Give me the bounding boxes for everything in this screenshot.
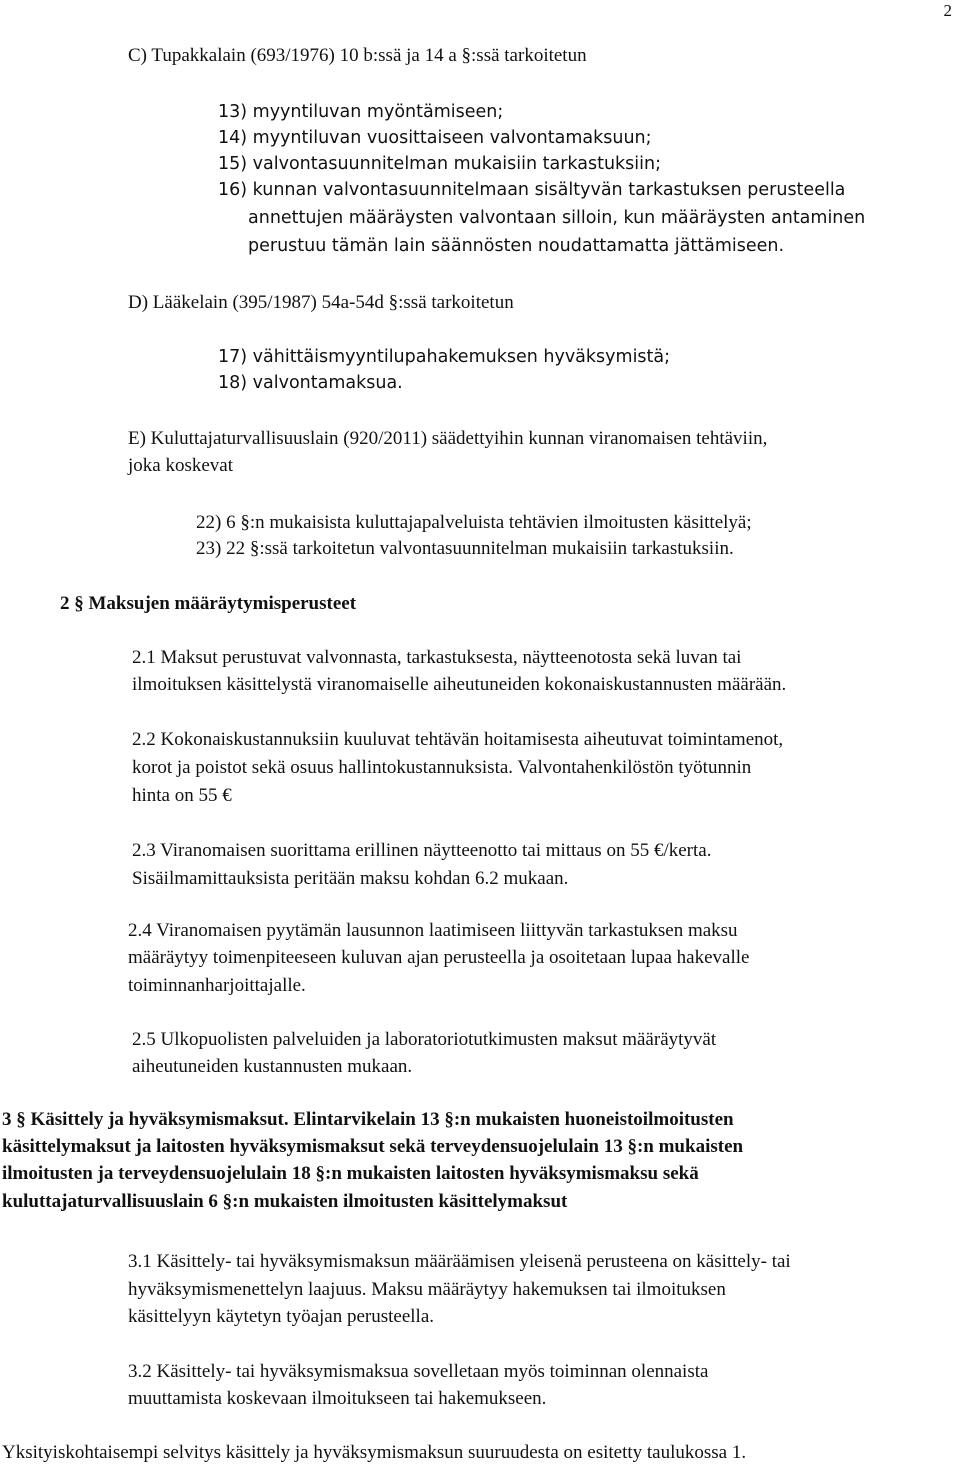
list-item-continuation: perustuu tämän lain säännösten noudattamatta jättämiseen. [248,236,785,256]
list-item: 15) valvontasuunnitelman mukaisiin tarkastuksiin; [218,154,662,174]
section-3-heading-continuation: kuluttajaturvallisuuslain 6 §:n mukaisten ilmoitusten käsittelymaksut [2,1191,568,1212]
list-item-continuation: annettujen määräysten valvontaan silloin, kun määräysten antaminen [248,208,866,228]
section-3-heading-continuation: ilmoitusten ja terveydensuojelulain 18 §:n mukaisten laitosten hyväksymismaksu sekä [2,1163,699,1184]
list-item: 16) kunnan valvontasuunnitelmaan sisältyvän tarkastuksen perusteella [218,180,846,200]
paragraph-3-2: muuttamista koskevaan ilmoitukseen tai hakemukseen. [128,1388,547,1409]
paragraph-2-2: hinta on 55 € [132,785,232,806]
section-e-heading: E) Kuluttajaturvallisuuslain (920/2011) säädettyihin kunnan viranomaisen tehtäviin, [128,428,768,449]
paragraph-2-4: toiminnanharjoittajalle. [128,975,306,996]
section-e-heading-continuation: joka koskevat [128,455,234,476]
list-item: 13) myyntiluvan myöntämiseen; [218,102,504,122]
paragraph-2-3: Sisäilmamittauksista peritään maksu kohdan 6.2 mukaan. [132,868,569,889]
paragraph-2-2: korot ja poistot sekä osuus hallintokustannuksista. Valvontahenkilöstön työtunnin [132,757,752,778]
list-item: 23) 22 §:ssä tarkoitetun valvontasuunnitelman mukaisiin tarkastuksiin. [196,538,734,559]
paragraph-2-3: 2.3 Viranomaisen suorittama erillinen näytteenotto tai mittaus on 55 €/kerta. [132,840,712,861]
paragraph-3-1: 3.1 Käsittely- tai hyväksymismaksun määräämisen yleisenä perusteena on käsittely- tai [128,1251,791,1272]
list-item: 17) vähittäismyyntilupahakemuksen hyväksymistä; [218,347,671,367]
paragraph-2-4: määräytyy toimenpiteeseen kuluvan ajan perusteella ja osoitetaan lupaa hakevalle [128,947,750,968]
section-2-heading: 2 § Maksujen määräytymisperusteet [60,593,357,614]
section-3-heading-continuation: käsittelymaksut ja laitosten hyväksymismaksut sekä terveydensuojelulain 13 §:n mukaisten [2,1136,744,1157]
paragraph-3-2: 3.2 Käsittely- tai hyväksymismaksua sovelletaan myös toiminnan olennaista [128,1361,709,1382]
paragraph-3-1: käsittelyyn käytetyn työajan perusteella. [128,1306,435,1327]
paragraph-2-5: 2.5 Ulkopuolisten palveluiden ja laboratoriotutkimusten maksut määräytyvät [132,1029,717,1050]
paragraph-3-1: hyväksymismenettelyn laajuus. Maksu määräytyy hakemuksen tai ilmoituksen [128,1279,726,1300]
list-item: 14) myyntiluvan vuosittaiseen valvontamaksuun; [218,128,652,148]
paragraph-2-5: aiheutuneiden kustannusten mukaan. [132,1056,413,1077]
list-item: 22) 6 §:n mukaisista kuluttajapalveluista tehtävien ilmoitusten käsittelyä; [196,512,752,533]
list-item: 18) valvontamaksua. [218,373,403,393]
paragraph-2-2: 2.2 Kokonaiskustannuksiin kuuluvat tehtävän hoitamisesta aiheutuvat toimintamenot, [132,729,784,750]
paragraph-2-1: ilmoituksen käsittelystä viranomaiselle aiheutuneiden kokonaiskustannusten määrään. [132,674,787,695]
section-c-heading: C) Tupakkalain (693/1976) 10 b:ssä ja 14 a §:ssä tarkoitetun [128,45,587,66]
page-number: 2 [943,1,952,20]
section-3-heading: 3 § Käsittely ja hyväksymismaksut. Elintarvikelain 13 §:n mukaisten huoneistoilmoitusten [2,1109,734,1130]
paragraph-2-4: 2.4 Viranomaisen pyytämän lausunnon laatimiseen liittyvän tarkastuksen maksu [128,920,738,941]
paragraph-2-1: 2.1 Maksut perustuvat valvonnasta, tarkastuksesta, näytteenotosta sekä luvan tai [132,647,742,668]
footer-note: Yksityiskohtaisempi selvitys käsittely ja hyväksymismaksun suuruudesta on esitetty taulukossa 1. [2,1442,747,1463]
section-d-heading: D) Lääkelain (395/1987) 54a-54d §:ssä tarkoitetun [128,292,514,313]
